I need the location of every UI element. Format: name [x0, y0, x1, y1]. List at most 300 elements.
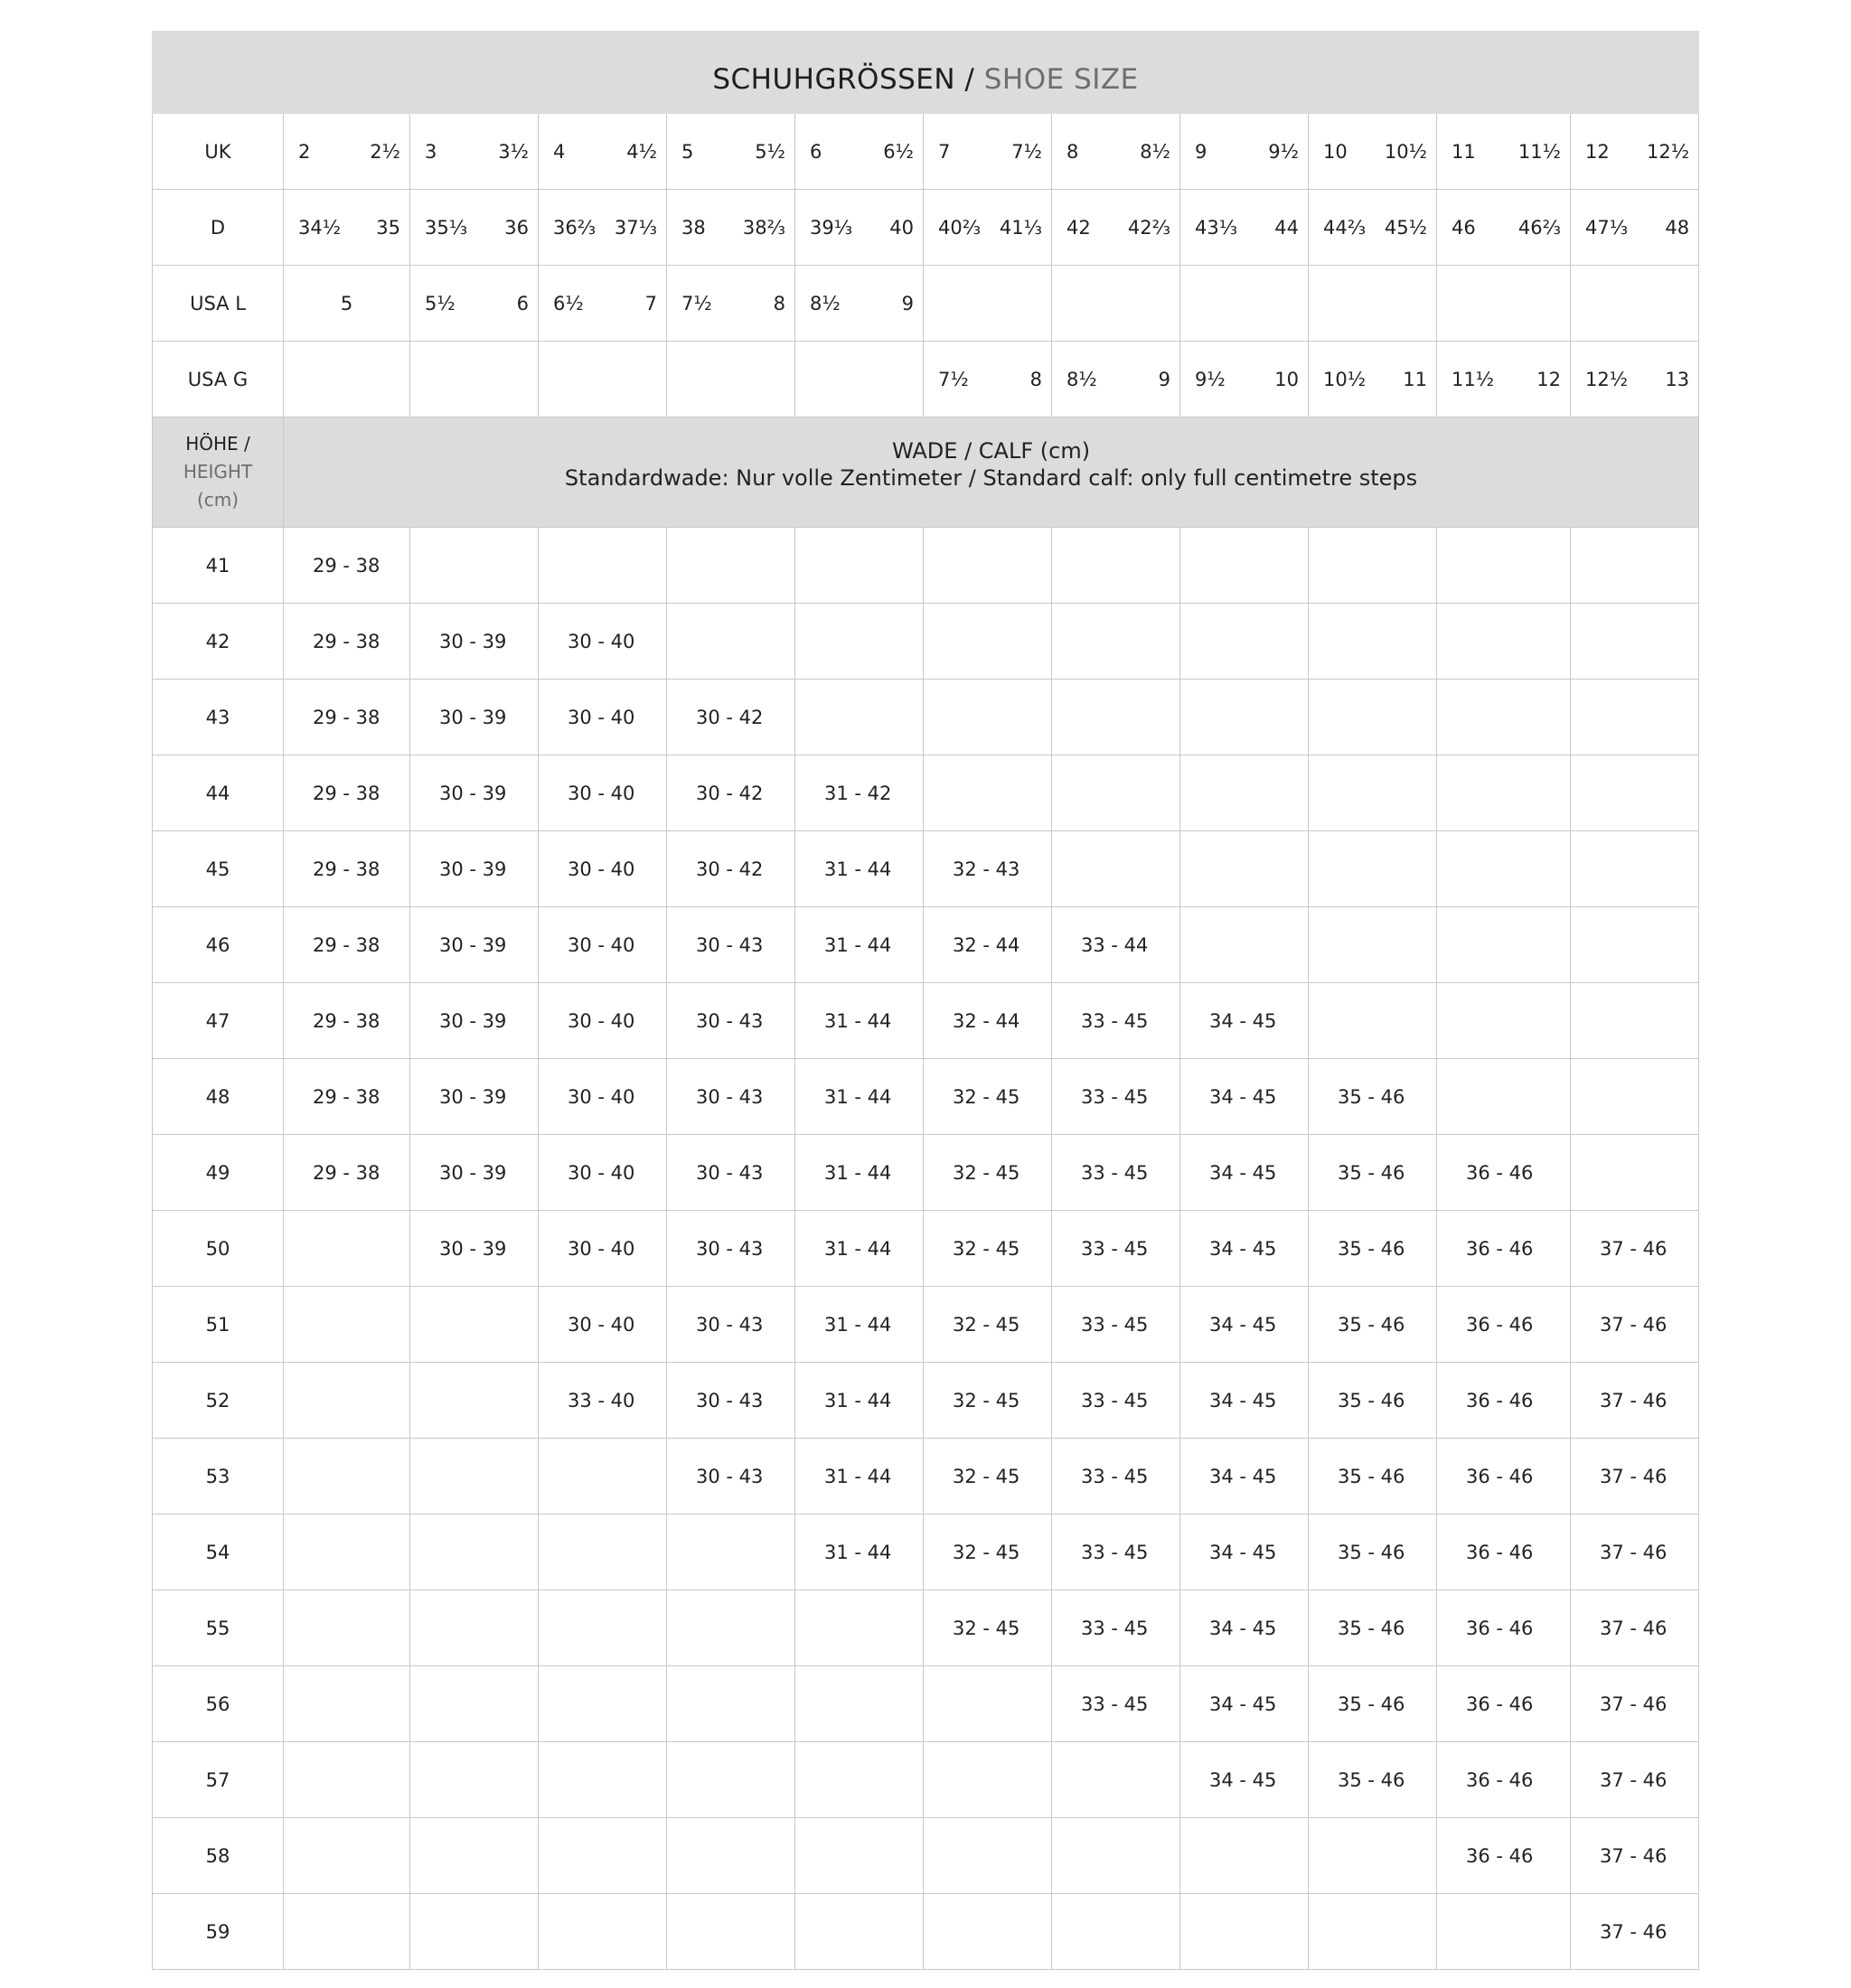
size-value-half: 35 [376, 216, 400, 239]
calf-range-cell: 34 - 45 [1180, 1211, 1309, 1287]
calf-range-cell [1571, 528, 1699, 604]
calf-range-cell [1571, 680, 1699, 755]
size-cell [284, 342, 410, 417]
size-value-half: 46⅔ [1517, 216, 1561, 239]
calf-range-cell [795, 604, 924, 680]
calf-range-cell: 34 - 45 [1180, 1439, 1309, 1514]
calf-range-cell [667, 1818, 795, 1894]
size-cell [1437, 190, 1571, 266]
table-row [153, 755, 1699, 831]
height-header-line1: HÖHE / [185, 433, 250, 455]
size-value-half: 5½ [755, 140, 785, 163]
size-cell [1437, 266, 1571, 342]
calf-range-cell: 31 - 44 [795, 1363, 924, 1439]
calf-range-cell: 34 - 45 [1180, 1287, 1309, 1363]
calf-range-cell [1052, 1742, 1180, 1818]
calf-header-line1: WADE / CALF (cm) [891, 437, 1091, 464]
calf-range-cell [1437, 680, 1571, 755]
calf-range-cell: 30 - 39 [410, 831, 539, 907]
table-row [153, 983, 1699, 1059]
size-cell [1052, 342, 1180, 417]
size-cell [924, 190, 1052, 266]
calf-range-cell: 35 - 46 [1309, 1287, 1437, 1363]
size-value-half: 41⅓ [999, 216, 1042, 239]
calf-range-cell: 29 - 38 [284, 1135, 410, 1211]
size-value-whole: 47⅓ [1585, 216, 1629, 239]
size-value-whole: 12 [1585, 140, 1610, 163]
size-cell [1052, 190, 1180, 266]
calf-range-cell [1309, 680, 1437, 755]
calf-range-cell [410, 528, 539, 604]
height-cell: 42 [153, 604, 284, 680]
calf-range-cell: 30 - 39 [410, 983, 539, 1059]
height-header-line2: HEIGHT [183, 461, 253, 483]
calf-range-cell [924, 680, 1052, 755]
calf-range-cell [795, 680, 924, 755]
calf-range-cell: 30 - 40 [539, 604, 667, 680]
calf-range-cell: 37 - 46 [1571, 1590, 1699, 1666]
calf-range-cell [284, 1439, 410, 1514]
calf-range-cell: 33 - 44 [1052, 907, 1180, 983]
size-value-half: 40 [889, 216, 914, 239]
calf-range-cell: 34 - 45 [1180, 1135, 1309, 1211]
calf-range-cell [795, 1742, 924, 1818]
calf-range-cell: 36 - 46 [1437, 1818, 1571, 1894]
calf-range-cell: 34 - 45 [1180, 1666, 1309, 1742]
calf-range-cell: 30 - 39 [410, 1211, 539, 1287]
size-value-half: 8½ [1140, 140, 1170, 163]
size-cell [539, 190, 667, 266]
calf-range-cell: 30 - 40 [539, 907, 667, 983]
calf-range-cell [667, 528, 795, 604]
height-cell: 51 [153, 1287, 284, 1363]
calf-range-cell [1052, 1894, 1180, 1970]
table-row [153, 1135, 1699, 1211]
calf-range-cell: 29 - 38 [284, 983, 410, 1059]
size-cell [1052, 114, 1180, 190]
height-cell: 41 [153, 528, 284, 604]
calf-range-cell: 30 - 40 [539, 983, 667, 1059]
size-cell [795, 266, 924, 342]
size-cell [284, 114, 410, 190]
size-value-whole: 36⅔ [553, 216, 597, 239]
size-value-half: 6 [516, 292, 529, 314]
calf-range-cell [410, 1742, 539, 1818]
size-value-whole: 39⅓ [810, 216, 853, 239]
size-value-half: 10 [1274, 368, 1299, 390]
calf-range-cell [539, 1818, 667, 1894]
title-row [153, 32, 1699, 114]
calf-range-cell [1571, 983, 1699, 1059]
calf-range-cell [1052, 831, 1180, 907]
calf-range-cell: 32 - 44 [924, 907, 1052, 983]
table-row [153, 680, 1699, 755]
calf-range-cell: 37 - 46 [1571, 1818, 1699, 1894]
calf-range-cell [667, 604, 795, 680]
calf-range-cell: 36 - 46 [1437, 1742, 1571, 1818]
calf-range-cell [924, 1742, 1052, 1818]
calf-range-cell: 30 - 43 [667, 907, 795, 983]
calf-range-cell: 31 - 44 [795, 907, 924, 983]
calf-range-cell [1437, 528, 1571, 604]
calf-range-cell: 37 - 46 [1571, 1894, 1699, 1970]
calf-range-cell [924, 528, 1052, 604]
calf-range-cell: 30 - 40 [539, 831, 667, 907]
table-row [153, 907, 1699, 983]
size-cell [667, 190, 795, 266]
calf-range-cell: 35 - 46 [1309, 1590, 1437, 1666]
table-row [153, 604, 1699, 680]
size-value-half: 7½ [1011, 140, 1042, 163]
height-cell: 53 [153, 1439, 284, 1514]
size-cell [410, 342, 539, 417]
size-value-whole: 10 [1323, 140, 1348, 163]
calf-range-cell: 31 - 44 [795, 1287, 924, 1363]
calf-range-cell [1180, 907, 1309, 983]
calf-range-cell [284, 1894, 410, 1970]
calf-range-cell: 37 - 46 [1571, 1211, 1699, 1287]
calf-range-cell: 33 - 45 [1052, 1287, 1180, 1363]
calf-range-cell: 30 - 39 [410, 1135, 539, 1211]
calf-range-cell: 30 - 43 [667, 1135, 795, 1211]
title-english: SHOE SIZE [983, 63, 1139, 96]
size-value-half: 12½ [1646, 140, 1690, 163]
calf-range-cell: 30 - 40 [539, 680, 667, 755]
calf-range-cell: 33 - 45 [1052, 1439, 1180, 1514]
calf-range-cell: 35 - 46 [1309, 1135, 1437, 1211]
size-value-half: 11½ [1517, 140, 1561, 163]
size-value-half: 37⅓ [614, 216, 657, 239]
size-value-half: 11 [1403, 368, 1427, 390]
calf-range-cell: 33 - 45 [1052, 1211, 1180, 1287]
calf-range-cell: 30 - 42 [667, 831, 795, 907]
calf-range-cell: 30 - 43 [667, 1363, 795, 1439]
calf-range-cell: 31 - 44 [795, 831, 924, 907]
calf-range-cell [539, 528, 667, 604]
calf-range-cell [795, 1666, 924, 1742]
size-cell [924, 266, 1052, 342]
calf-range-cell [924, 1666, 1052, 1742]
size-value-whole: 2 [298, 140, 311, 163]
size-cell [1180, 342, 1309, 417]
calf-range-cell: 36 - 46 [1437, 1211, 1571, 1287]
calf-range-cell: 29 - 38 [284, 680, 410, 755]
calf-range-cell [539, 1894, 667, 1970]
calf-range-cell: 30 - 42 [667, 755, 795, 831]
calf-range-cell: 35 - 46 [1309, 1059, 1437, 1135]
size-cell [667, 342, 795, 417]
calf-range-cell: 33 - 45 [1052, 1590, 1180, 1666]
calf-range-cell [410, 1894, 539, 1970]
calf-range-cell [410, 1590, 539, 1666]
calf-range-cell [1309, 907, 1437, 983]
calf-range-cell: 30 - 43 [667, 1211, 795, 1287]
size-cell [1309, 114, 1437, 190]
size-value-whole: 38 [681, 216, 706, 239]
calf-range-cell [924, 604, 1052, 680]
size-value-whole: 34½ [298, 216, 342, 239]
calf-range-cell [539, 1439, 667, 1514]
table-row [153, 1059, 1699, 1135]
d-row [153, 190, 1699, 266]
calf-range-cell: 30 - 39 [410, 1059, 539, 1135]
calf-range-cell [1180, 755, 1309, 831]
calf-range-cell: 31 - 44 [795, 1211, 924, 1287]
calf-section-header [153, 417, 1699, 528]
size-value-whole: 42 [1066, 216, 1091, 239]
calf-range-cell [1309, 1818, 1437, 1894]
calf-range-cell: 30 - 43 [667, 983, 795, 1059]
calf-range-cell [1180, 528, 1309, 604]
calf-range-cell: 34 - 45 [1180, 1590, 1309, 1666]
table-row [153, 1666, 1699, 1742]
calf-range-cell: 30 - 39 [410, 907, 539, 983]
size-cell [1571, 266, 1699, 342]
table-row [153, 1439, 1699, 1514]
size-value-half: 4½ [626, 140, 657, 163]
size-cell [924, 114, 1052, 190]
size-value-half: 9 [901, 292, 914, 314]
size-cell [284, 266, 410, 342]
calf-range-cell [1309, 755, 1437, 831]
calf-range-cell [1052, 604, 1180, 680]
size-cell [924, 342, 1052, 417]
calf-range-cell [1437, 1894, 1571, 1970]
calf-range-cell [539, 1742, 667, 1818]
calf-range-cell: 31 - 42 [795, 755, 924, 831]
size-cell [1309, 266, 1437, 342]
calf-range-cell [1309, 983, 1437, 1059]
height-cell: 45 [153, 831, 284, 907]
calf-range-cell [795, 528, 924, 604]
size-cell [667, 266, 795, 342]
calf-range-cell: 33 - 45 [1052, 1135, 1180, 1211]
size-value-whole: 11 [1452, 140, 1476, 163]
size-cell [1571, 342, 1699, 417]
table-row [153, 1287, 1699, 1363]
row-label: UK [153, 114, 284, 190]
calf-range-cell: 36 - 46 [1437, 1590, 1571, 1666]
calf-range-cell: 30 - 40 [539, 1135, 667, 1211]
calf-range-cell [924, 1894, 1052, 1970]
calf-range-cell [667, 1742, 795, 1818]
calf-range-cell: 31 - 44 [795, 1514, 924, 1590]
calf-range-cell [284, 1818, 410, 1894]
calf-range-cell: 34 - 45 [1180, 1059, 1309, 1135]
calf-range-cell: 36 - 46 [1437, 1135, 1571, 1211]
size-value-half: 13 [1665, 368, 1690, 390]
calf-range-cell [795, 1894, 924, 1970]
calf-range-cell: 31 - 44 [795, 1439, 924, 1514]
calf-range-cell: 32 - 45 [924, 1287, 1052, 1363]
size-value-whole: 11½ [1452, 368, 1495, 390]
usa-g-row [153, 342, 1699, 417]
height-cell: 59 [153, 1894, 284, 1970]
calf-range-cell [1180, 680, 1309, 755]
calf-range-cell: 33 - 45 [1052, 983, 1180, 1059]
size-value-whole: 6 [810, 140, 822, 163]
calf-range-cell: 29 - 38 [284, 831, 410, 907]
calf-range-cell: 31 - 44 [795, 983, 924, 1059]
calf-range-cell [284, 1363, 410, 1439]
height-cell: 52 [153, 1363, 284, 1439]
size-value-half: 10½ [1384, 140, 1427, 163]
table-row [153, 1894, 1699, 1970]
calf-range-cell: 34 - 45 [1180, 983, 1309, 1059]
calf-range-cell [1571, 604, 1699, 680]
calf-range-cell: 33 - 45 [1052, 1059, 1180, 1135]
calf-range-cell [795, 1590, 924, 1666]
calf-range-cell: 31 - 44 [795, 1059, 924, 1135]
size-value-half: 36 [504, 216, 529, 239]
calf-range-cell [1180, 1894, 1309, 1970]
size-value-half: 6½ [883, 140, 914, 163]
table-row [153, 1590, 1699, 1666]
calf-range-cell [284, 1211, 410, 1287]
calf-range-cell: 32 - 45 [924, 1363, 1052, 1439]
height-header [153, 417, 284, 528]
calf-range-cell: 37 - 46 [1571, 1742, 1699, 1818]
size-value-whole: 40⅔ [938, 216, 982, 239]
size-value-whole: 12½ [1585, 368, 1629, 390]
size-cell [1571, 190, 1699, 266]
size-value-whole: 8½ [810, 292, 841, 314]
calf-range-cell [284, 1742, 410, 1818]
calf-range-cell [539, 1590, 667, 1666]
size-value-half: 7 [644, 292, 657, 314]
calf-range-cell: 36 - 46 [1437, 1363, 1571, 1439]
calf-range-cell [1571, 907, 1699, 983]
size-cell [539, 342, 667, 417]
calf-range-cell [1437, 1059, 1571, 1135]
calf-range-cell: 33 - 45 [1052, 1666, 1180, 1742]
calf-range-cell: 34 - 45 [1180, 1514, 1309, 1590]
size-value-whole: 4 [553, 140, 566, 163]
calf-header [284, 417, 1699, 528]
size-value-whole: 6½ [553, 292, 584, 314]
size-cell [795, 190, 924, 266]
calf-range-cell: 36 - 46 [1437, 1514, 1571, 1590]
row-label: USA L [153, 266, 284, 342]
size-value-whole: 46 [1452, 216, 1476, 239]
size-value-whole: 43⅓ [1195, 216, 1238, 239]
calf-range-cell: 35 - 46 [1309, 1439, 1437, 1514]
calf-range-cell [1571, 1059, 1699, 1135]
calf-range-cell [410, 1666, 539, 1742]
table-row [153, 1818, 1699, 1894]
calf-range-cell [410, 1287, 539, 1363]
calf-range-cell: 30 - 39 [410, 680, 539, 755]
size-cell [1309, 342, 1437, 417]
calf-range-cell: 29 - 38 [284, 1059, 410, 1135]
size-value-whole: 8½ [1066, 368, 1097, 390]
calf-range-cell: 36 - 46 [1437, 1287, 1571, 1363]
calf-range-cell: 29 - 38 [284, 528, 410, 604]
size-value-half: 9 [1158, 368, 1170, 390]
calf-range-cell [410, 1363, 539, 1439]
height-cell: 46 [153, 907, 284, 983]
calf-range-cell [284, 1666, 410, 1742]
size-value-whole: 9½ [1195, 368, 1226, 390]
calf-range-cell [924, 1818, 1052, 1894]
calf-range-cell: 36 - 46 [1437, 1666, 1571, 1742]
calf-header-line2: Standardwade: Nur volle Zentimeter / Standard calf: only full centimetre steps [564, 464, 1418, 491]
table-row [153, 528, 1699, 604]
calf-range-cell: 35 - 46 [1309, 1742, 1437, 1818]
table-title [153, 32, 1699, 114]
calf-range-cell: 37 - 46 [1571, 1514, 1699, 1590]
calf-range-cell [1180, 604, 1309, 680]
size-value-whole: 9 [1195, 140, 1207, 163]
calf-range-cell [1180, 831, 1309, 907]
calf-range-cell: 32 - 45 [924, 1590, 1052, 1666]
calf-range-cell [1180, 1818, 1309, 1894]
calf-range-cell: 30 - 40 [539, 755, 667, 831]
calf-range-cell [1437, 831, 1571, 907]
height-cell: 57 [153, 1742, 284, 1818]
calf-range-cell: 35 - 46 [1309, 1514, 1437, 1590]
size-cell [410, 190, 539, 266]
row-label: D [153, 190, 284, 266]
calf-range-cell [539, 1514, 667, 1590]
size-value-whole: 3 [425, 140, 437, 163]
size-cell [1437, 342, 1571, 417]
calf-range-cell: 30 - 40 [539, 1287, 667, 1363]
calf-range-cell [284, 1514, 410, 1590]
table-row [153, 1742, 1699, 1818]
calf-range-cell: 30 - 39 [410, 755, 539, 831]
calf-range-cell: 32 - 45 [924, 1514, 1052, 1590]
calf-range-cell: 37 - 46 [1571, 1439, 1699, 1514]
calf-range-cell [284, 1590, 410, 1666]
size-value-half: 8 [773, 292, 785, 314]
calf-range-cell: 30 - 40 [539, 1059, 667, 1135]
calf-range-cell [539, 1666, 667, 1742]
calf-range-cell: 31 - 44 [795, 1135, 924, 1211]
calf-range-cell [667, 1514, 795, 1590]
row-label: USA G [153, 342, 284, 417]
height-cell: 50 [153, 1211, 284, 1287]
calf-range-cell [284, 1287, 410, 1363]
table-row [153, 1514, 1699, 1590]
size-value-half: 2½ [370, 140, 400, 163]
calf-range-cell [1052, 1818, 1180, 1894]
size-cell [795, 114, 924, 190]
size-cell [1180, 190, 1309, 266]
table-row [153, 1363, 1699, 1439]
height-cell: 55 [153, 1590, 284, 1666]
calf-range-cell: 30 - 43 [667, 1287, 795, 1363]
calf-range-cell [667, 1894, 795, 1970]
calf-range-cell: 33 - 45 [1052, 1363, 1180, 1439]
size-value-whole: 10½ [1323, 368, 1367, 390]
calf-range-cell [1437, 907, 1571, 983]
size-value-whole: 8 [1066, 140, 1079, 163]
size-cell [1571, 114, 1699, 190]
calf-range-cell: 33 - 45 [1052, 1514, 1180, 1590]
calf-range-cell [1309, 831, 1437, 907]
calf-range-cell [1309, 604, 1437, 680]
calf-range-cell: 32 - 45 [924, 1439, 1052, 1514]
size-value-half: 48 [1665, 216, 1690, 239]
calf-range-cell [667, 1666, 795, 1742]
size-value-half: 9½ [1268, 140, 1299, 163]
calf-range-cell: 35 - 46 [1309, 1666, 1437, 1742]
size-value-half: 3½ [498, 140, 529, 163]
table-row [153, 831, 1699, 907]
calf-range-cell [1437, 604, 1571, 680]
calf-range-cell [410, 1514, 539, 1590]
